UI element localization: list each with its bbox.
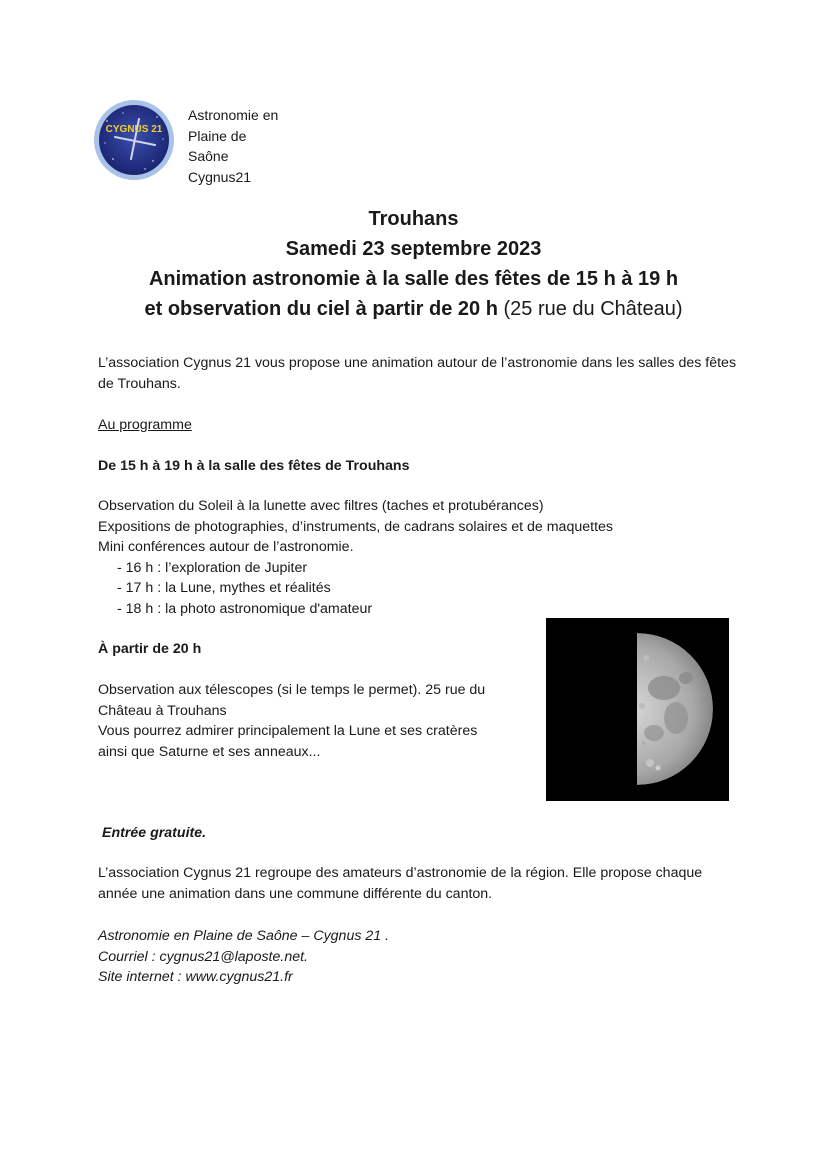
date-title: Samedi 23 septembre 2023 — [285, 238, 542, 260]
organization-name: Astronomie en Plaine de Saône Cygnus21 — [188, 107, 279, 185]
list-item: Mini conférences autour de l’astronomie. — [98, 539, 354, 555]
intro-paragraph: L’association Cygnus 21 vous propose une animation autour de l’astronomie dans les salles des fêtes de Trouhans. — [98, 355, 737, 392]
contact-footer — [98, 926, 738, 988]
afternoon-list — [98, 496, 738, 619]
free-entry: Entrée gratuite. — [102, 825, 207, 841]
footer-email: Courriel : cygnus21@laposte.net. — [98, 948, 308, 965]
animation-title: Animation astronomie à la salle des fêtes de 15 h à 19 h — [148, 268, 679, 290]
talk-item: - 16 h : l’exploration de Jupiter — [117, 559, 308, 576]
cygnus21-logo — [93, 99, 175, 181]
afternoon-heading: De 15 h à 19 h à la salle des fêtes de Trouhans — [98, 458, 410, 474]
town-title: Trouhans — [368, 208, 459, 230]
event-title-block — [0, 204, 827, 324]
evening-text: Observation aux télescopes (si le temps le permet). 25 rue du Château à Trouhans Vous pourrez admirer principalement la Lune et ses cratères ainsi que Saturne et ses anneaux... — [98, 682, 486, 760]
list-item: Expositions de photographies, d’instruments, de cadrans solaires et de maquettes — [98, 518, 613, 535]
talk-item: - 17 h : la Lune, mythes et réalités — [117, 580, 331, 596]
observation-title: et observation du ciel à partir de 20 h (25 rue du Château) — [144, 298, 683, 320]
evening-heading: À partir de 20 h — [98, 641, 202, 657]
footer-website: Site internet : www.cygnus21.fr — [98, 969, 293, 985]
list-item: Observation du Soleil à la lunette avec filtres (taches et protubérances) — [98, 498, 544, 514]
footer-org: Astronomie en Plaine de Saône – Cygnus 21 . — [98, 928, 390, 944]
svg-text:CYGNUS 21: CYGNUS 21 — [105, 124, 163, 135]
programme-heading: Au programme — [98, 417, 192, 433]
talk-item: - 18 h : la photo astronomique d'amateur — [117, 600, 373, 617]
about-paragraph: L’association Cygnus 21 regroupe des amateurs d’astronomie de la région. Elle propose chaque année une animation dans une commune différente du canton. — [98, 865, 703, 902]
moon-photo — [546, 618, 729, 801]
